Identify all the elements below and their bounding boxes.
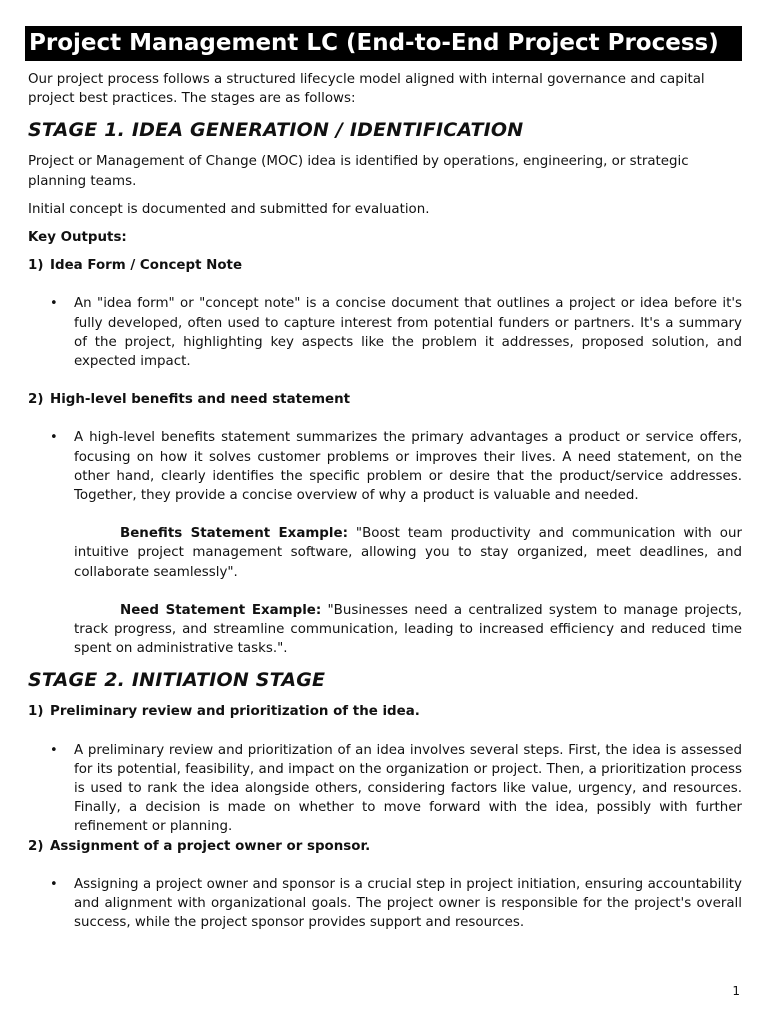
- need-example-label: Need Statement Example:: [120, 602, 322, 618]
- bullet-text: A preliminary review and prioritization of an idea involves several steps. First, the idea is assessed for its potential, feasibility, and impact on the organization or project. Then, a prioritization process is used to rank the idea alongside others, considering factors like value, urgency, and resources. Finally, a decision is made on whether to move forward with the idea, possibly with further refinement or planning.: [74, 742, 742, 835]
- bullet-icon: •: [50, 296, 58, 312]
- document-title: Project Management LC (End-to-End Project Process): [25, 26, 742, 61]
- list-item: [50, 875, 742, 933]
- stage2-heading: STAGE 2. INITIATION STAGE: [28, 669, 326, 692]
- item-label: High-level benefits and need statement: [50, 392, 351, 408]
- benefits-example-label: Benefits Statement Example:: [120, 526, 348, 542]
- bullet-text: A high-level benefits statement summarizes the primary advantages a product or service offers, focusing on how it solves customer problems or improves their lives. A need statement, on the other hand, clearly identifies the specific problem or desire that the product/service addresses. Together, they provide a concise overview of why a product is valuable and needed.: [74, 430, 742, 504]
- stage2-item-2: [28, 837, 742, 856]
- document-page: [28, 26, 742, 933]
- list-item: [50, 741, 742, 837]
- need-example-text: "Businesses need a centralized system to manage projects, track progress, and streamline communication, leading to increased efficiency and reduced time spent on administrative tasks.".: [74, 602, 742, 657]
- item-label: Preliminary review and prioritization of the idea.: [50, 704, 420, 720]
- key-outputs-label: Key Outputs:: [28, 230, 127, 246]
- item-label: Idea Form / Concept Note: [50, 258, 243, 274]
- item-number: 2): [28, 392, 44, 408]
- bullet-text: Assigning a project owner and sponsor is a crucial step in project initiation, ensuring accountability and alignment with organizational goals. The project owner is responsible for the project's overall success, while the project sponsor provides support and resources.: [74, 876, 742, 931]
- benefits-statement-example: [74, 524, 742, 582]
- item-number: 2): [28, 838, 44, 854]
- stage1-paragraph-2: Initial concept is documented and submitted for evaluation.: [28, 201, 430, 217]
- bullet-icon: •: [50, 742, 58, 758]
- list-item: [50, 428, 742, 505]
- item-number: 1): [28, 258, 44, 274]
- stage1-item-1: [28, 256, 742, 275]
- benefits-example-text: "Boost team productivity and communication with our intuitive project management software, allowing you to stay organized, meet deadlines, and collaborate seamlessly".: [74, 526, 742, 580]
- need-statement-example: [74, 601, 742, 659]
- stage2-item-1: [28, 702, 742, 721]
- item-label: Assignment of a project owner or sponsor.: [50, 838, 371, 854]
- bullet-icon: •: [50, 430, 58, 446]
- stage1-item-2: [28, 390, 742, 409]
- bullet-text: An "idea form" or "concept note" is a concise document that outlines a project or idea before it's fully developed, often used to capture interest from potential funders or partners. It's a summary of the project, highlighting key aspects like the problem it addresses, proposed solution, and expected impact.: [74, 296, 742, 370]
- item-number: 1): [28, 704, 44, 720]
- stage1-paragraph-1: Project or Management of Change (MOC) idea is identified by operations, engineering, or strategic planning teams.: [28, 154, 689, 189]
- bullet-icon: •: [50, 876, 58, 892]
- list-item: [50, 294, 742, 371]
- page-number: 1: [732, 984, 740, 998]
- stage1-heading: STAGE 1. IDEA GENERATION / IDENTIFICATION: [28, 119, 524, 142]
- intro-paragraph: Our project process follows a structured lifecycle model aligned with internal governance and capital project best practices. The stages are as follows:: [28, 72, 705, 107]
